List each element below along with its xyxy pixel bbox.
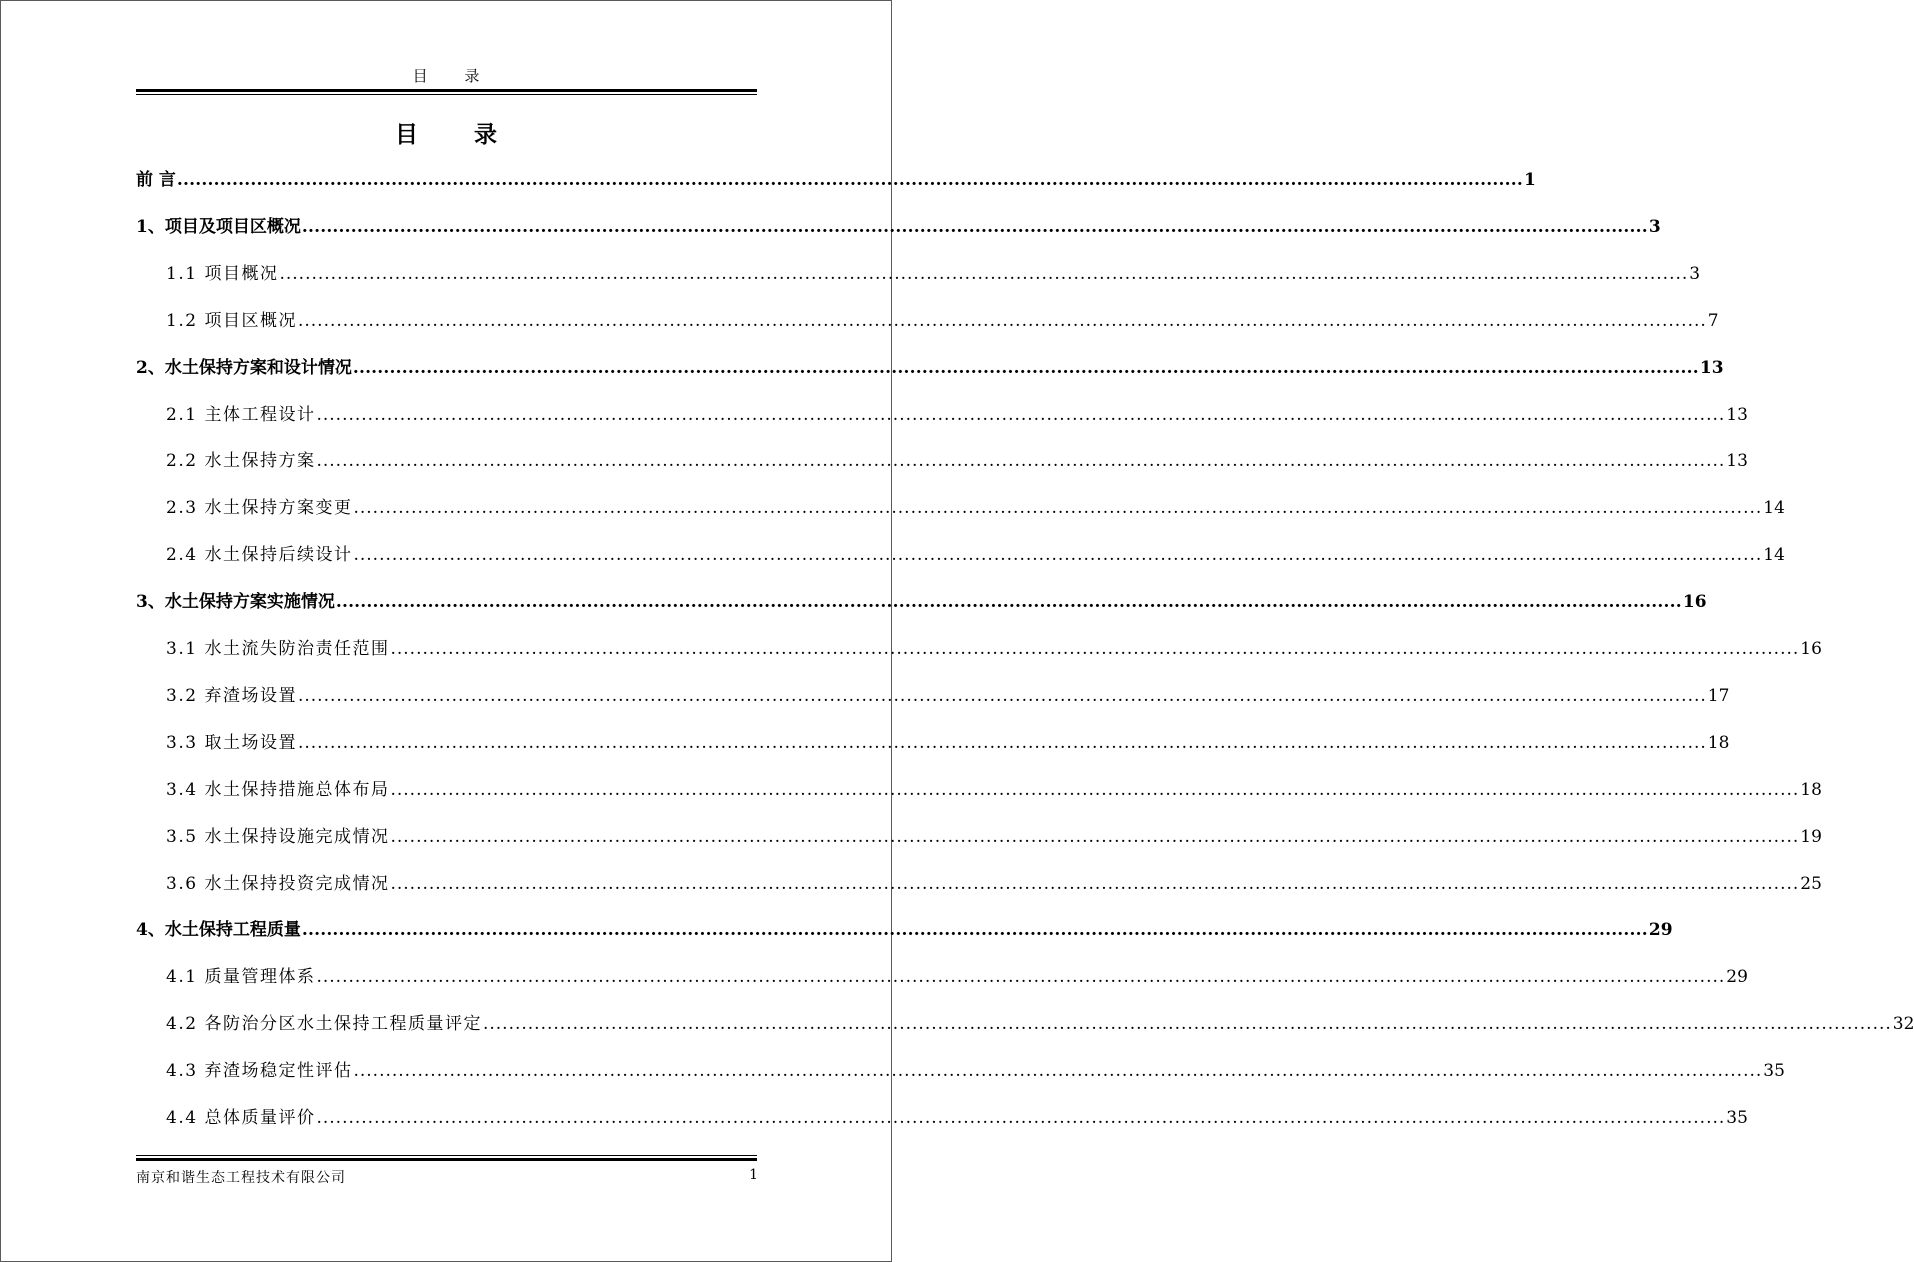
toc-dot-leader: ............................................................................................................................................................................................................................ [335, 592, 1682, 613]
toc-entry-page: 7 [1707, 310, 1719, 331]
toc-entry[interactable] [166, 402, 1748, 428]
toc-entry-title: 2.1 主体工程设计 [166, 404, 316, 425]
toc-dot-leader: ............................................................................................................................................................................................................................ [390, 639, 1800, 659]
toc-entry-title: 4.3 弃渣场稳定性评估 [166, 1061, 353, 1082]
toc-entry-title: 2.3 水土保持方案变更 [166, 498, 353, 519]
toc-entry-page: 35 [1763, 1061, 1785, 1082]
toc-entry-page: 1 [1523, 170, 1536, 190]
footer-company: 南京和谐生态工程技术有限公司 [136, 1170, 346, 1186]
toc-dot-leader: ............................................................................................................................................................................................................................ [390, 826, 1800, 847]
footer-rule-thick [136, 1158, 757, 1161]
toc-entry[interactable] [166, 871, 1822, 897]
toc-entry-title: 2.2 水土保持方案 [166, 451, 316, 472]
toc-entry[interactable] [166, 542, 1785, 568]
toc-entry-page: 19 [1800, 826, 1822, 847]
footer-page-number: 1 [749, 1167, 758, 1183]
toc-entry[interactable] [166, 636, 1822, 662]
toc-entry-page: 29 [1648, 920, 1673, 941]
toc-entry-page: 13 [1726, 404, 1748, 425]
toc-dot-leader: ............................................................................................................................................................................................................................ [352, 357, 1699, 378]
toc-entry-title: 1.2 项目区概况 [166, 310, 297, 331]
toc-entry-title: 3.3 取土场设置 [166, 732, 297, 753]
toc-dot-leader: ............................................................................................................................................................................................................................ [297, 310, 1707, 331]
header-rule-thin [136, 94, 757, 95]
toc-dot-leader: ............................................................................................................................................................................................................................ [301, 216, 1648, 237]
toc-dot-leader: ............................................................................................................................................................................................................................ [316, 967, 1726, 988]
toc-entry-title: 3.4 水土保持措施总体布局 [166, 779, 390, 800]
toc-entry[interactable] [136, 167, 1536, 193]
toc-dot-leader: ............................................................................................................................................................................................................................ [279, 263, 1689, 284]
running-header: 目 录 [412, 67, 496, 85]
toc-entry-title: 3.2 弃渣场设置 [166, 685, 297, 706]
toc-dot-leader: ............................................................................................................................................................................................................................ [316, 404, 1726, 425]
toc-entry[interactable] [166, 683, 1730, 709]
toc-entry[interactable] [166, 730, 1730, 756]
toc-entry[interactable] [166, 1058, 1785, 1084]
toc-dot-leader: ............................................................................................................................................................................................................................ [297, 685, 1707, 706]
toc-entry-title: 4.1 质量管理体系 [166, 967, 316, 988]
toc-entry-page: 18 [1707, 732, 1730, 753]
toc-entry[interactable] [136, 589, 1707, 615]
toc-entry-title: 2.4 水土保持后续设计 [166, 545, 353, 566]
toc-entry[interactable] [136, 355, 1724, 381]
toc-entry[interactable] [136, 917, 1673, 943]
toc-entry-title: 4.4 总体质量评价 [166, 1108, 316, 1128]
page-title: 目 录 [394, 121, 521, 148]
toc-entry-title: 3.5 水土保持设施完成情况 [166, 826, 390, 847]
toc-entry[interactable] [166, 1105, 1748, 1131]
toc-entry-page: 32 [1892, 1014, 1914, 1035]
toc-entry-title: 前 言 [136, 170, 176, 190]
toc-entry-page: 16 [1682, 592, 1707, 613]
toc-dot-leader: ............................................................................................................................................................................................................................ [316, 1108, 1726, 1128]
toc-dot-leader: ............................................................................................................................................................................................................................ [390, 873, 1800, 894]
toc-dot-leader: ............................................................................................................................................................................................................................ [301, 920, 1648, 941]
toc-entry-page: 13 [1726, 451, 1748, 472]
toc-entry[interactable] [166, 1011, 1914, 1037]
toc-entry[interactable] [166, 824, 1822, 850]
footer-rule-thin [136, 1155, 757, 1156]
toc-entry-page: 25 [1800, 873, 1822, 894]
toc-entry-title: 4、水土保持工程质量 [136, 920, 301, 941]
toc-entry-title: 4.2 各防治分区水土保持工程质量评定 [166, 1014, 482, 1035]
toc-dot-leader: ............................................................................................................................................................................................................................ [297, 732, 1707, 753]
toc-entry-title: 2、水土保持方案和设计情况 [136, 357, 352, 378]
toc-entry[interactable] [136, 214, 1661, 240]
toc-dot-leader: ............................................................................................................................................................................................................................ [482, 1014, 1892, 1035]
toc-entry-page: 35 [1726, 1108, 1748, 1128]
toc-entry-title: 1、项目及项目区概况 [136, 216, 301, 237]
toc-dot-leader: ............................................................................................................................................................................................................................ [176, 170, 1523, 190]
toc-entry-page: 3 [1648, 216, 1661, 237]
toc-dot-leader: ............................................................................................................................................................................................................................ [390, 779, 1800, 800]
toc-entry-page: 17 [1707, 685, 1730, 706]
toc-entry[interactable] [166, 964, 1748, 990]
toc-entry[interactable] [166, 308, 1719, 334]
toc-entry-page: 29 [1726, 967, 1748, 988]
toc-dot-leader: ............................................................................................................................................................................................................................ [353, 1061, 1763, 1082]
toc-dot-leader: ............................................................................................................................................................................................................................ [353, 545, 1763, 566]
toc-dot-leader: ............................................................................................................................................................................................................................ [316, 451, 1726, 472]
toc-entry-page: 13 [1699, 357, 1724, 378]
toc-entry-title: 1.1 项目概况 [166, 263, 279, 284]
toc-entry[interactable] [166, 495, 1785, 521]
toc-entry[interactable] [166, 777, 1822, 803]
header-rule-thick [136, 89, 757, 92]
toc-entry-page: 16 [1800, 639, 1822, 659]
toc-entry[interactable] [166, 261, 1701, 287]
toc-entry-page: 14 [1763, 498, 1785, 519]
toc-entry-title: 3.1 水土流失防治责任范围 [166, 639, 390, 659]
toc-entry[interactable] [166, 448, 1748, 474]
toc-entry-title: 3、水土保持方案实施情况 [136, 592, 335, 613]
toc-entry-page: 14 [1763, 545, 1785, 566]
toc-entry-page: 18 [1800, 779, 1822, 800]
toc-entry-title: 3.6 水土保持投资完成情况 [166, 873, 390, 894]
toc-entry-page: 3 [1689, 263, 1701, 284]
toc-dot-leader: ............................................................................................................................................................................................................................ [353, 498, 1763, 519]
